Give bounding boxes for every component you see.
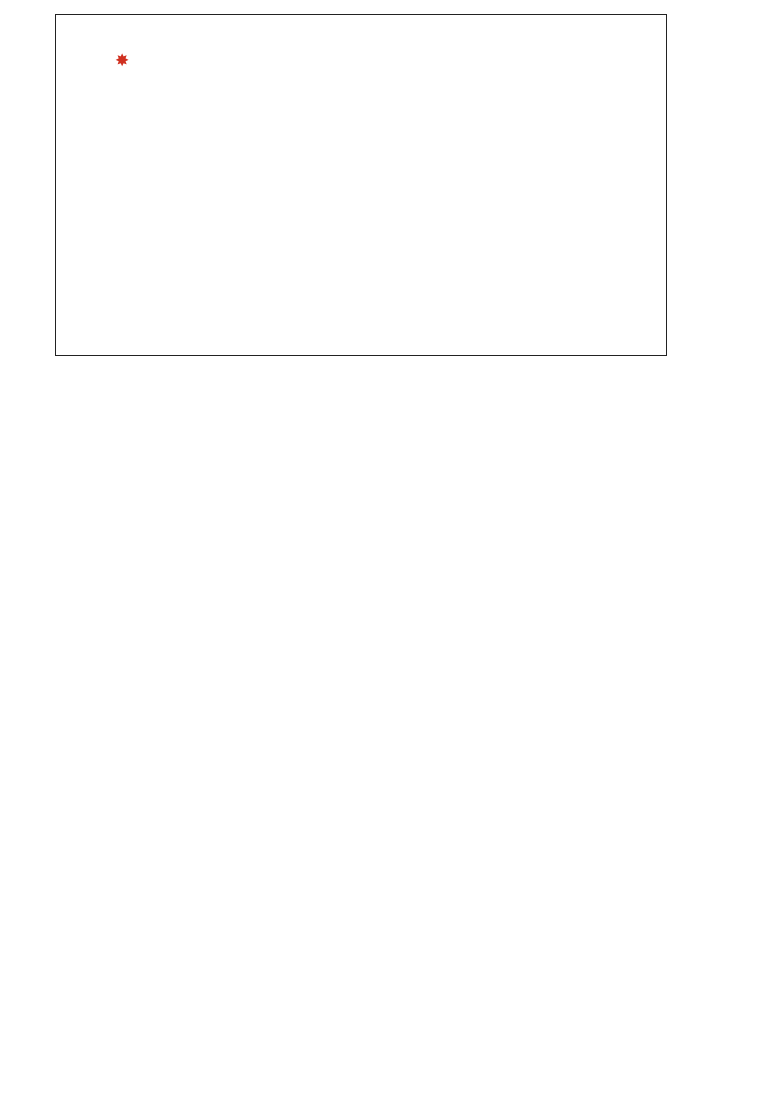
watermark-logo [115, 51, 129, 71]
flame-icon: ✸ [115, 51, 130, 71]
hgsi-5min-chart [55, 14, 667, 356]
